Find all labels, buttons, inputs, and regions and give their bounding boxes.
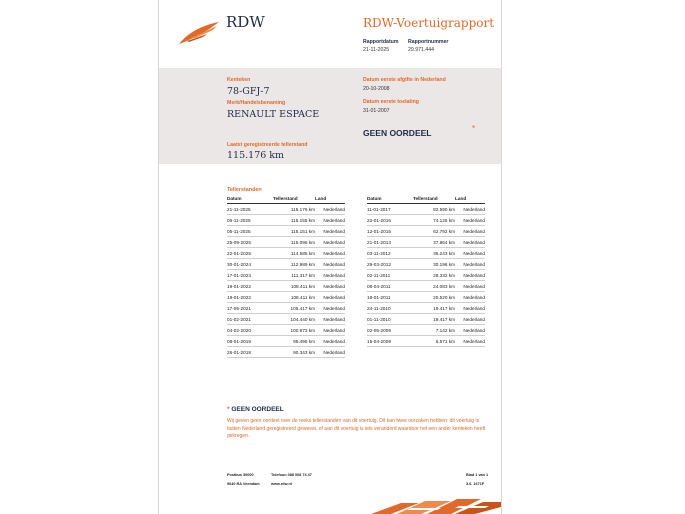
footer-decoration-icon (371, 497, 501, 514)
table-row (367, 325, 485, 336)
row-date: 06-11-2025 (227, 215, 273, 226)
vehicle-summary-band (159, 68, 501, 164)
row-country: Nederland (455, 215, 485, 226)
row-reading: 115.155 km (273, 215, 315, 226)
table-row (227, 314, 345, 325)
table-row (367, 303, 485, 314)
row-country: Nederland (455, 270, 485, 281)
table-row (227, 281, 345, 292)
column-header-date: Datum (227, 195, 273, 204)
row-date: 05-11-2025 (227, 226, 273, 237)
row-date: 11-01-2017 (367, 204, 413, 215)
last-reading: 115.176 km (227, 150, 285, 161)
row-country: Nederland (315, 292, 345, 303)
row-country: Nederland (315, 204, 345, 215)
report-number: 29.971.444 (408, 47, 434, 53)
row-reading: 37.864 km (413, 237, 455, 248)
footer-city: 9640 RA Veendam (227, 482, 260, 486)
row-date: 12-01-2015 (367, 226, 413, 237)
row-date: 26-01-2018 (227, 347, 273, 358)
row-reading: 100.973 km (273, 325, 315, 336)
row-reading: 108.411 km (273, 292, 315, 303)
table-row (227, 270, 345, 281)
first-nl-label: Datum eerste afgifte in Nederland (363, 77, 446, 83)
row-date: 19-01-2022 (227, 292, 273, 303)
odometer-section-title: Tellerstanden (227, 187, 262, 193)
row-reading: 111.317 km (273, 270, 315, 281)
note-marker: * (227, 406, 230, 413)
table-row (367, 314, 485, 325)
row-country: Nederland (315, 226, 345, 237)
table-row (367, 248, 485, 259)
row-country: Nederland (455, 303, 485, 314)
row-reading: 19.417 km (413, 314, 455, 325)
row-country: Nederland (315, 281, 345, 292)
row-country: Nederland (315, 303, 345, 314)
row-date: 08-01-2019 (227, 336, 273, 347)
table-row (227, 336, 345, 347)
verdict-marker: * (472, 124, 476, 133)
table-row (367, 336, 485, 347)
column-header-reading: Tellerstand (273, 195, 315, 204)
table-row (227, 259, 345, 270)
row-country: Nederland (455, 292, 485, 303)
row-country: Nederland (315, 248, 345, 259)
last-reading-label: Laatst geregistreerde tellerstand (227, 142, 308, 148)
row-reading: 28.332 km (413, 270, 455, 281)
note-heading: GEEN OORDEEL (231, 406, 284, 413)
rdw-logo-icon (177, 20, 221, 46)
row-reading: 6.571 km (413, 336, 455, 347)
odometer-table-left (227, 195, 345, 358)
table-row (227, 248, 345, 259)
row-date: 03-11-2012 (367, 248, 413, 259)
row-date: 17-05-2021 (227, 303, 273, 314)
row-reading: 36.243 km (413, 248, 455, 259)
row-reading: 115.176 km (273, 204, 315, 215)
row-country: Nederland (315, 215, 345, 226)
first-admission-date: 31-01-2007 (363, 108, 390, 114)
table-row (367, 259, 485, 270)
row-date: 22-01-2016 (367, 215, 413, 226)
row-reading: 90.343 km (273, 347, 315, 358)
table-row (367, 281, 485, 292)
table-row (227, 226, 345, 237)
plate-label: Kenteken (227, 77, 251, 83)
column-header-reading: Tellerstand (413, 195, 455, 204)
row-country: Nederland (455, 237, 485, 248)
table-row (227, 215, 345, 226)
row-date: 17-01-2023 (227, 270, 273, 281)
row-date: 22-01-2025 (227, 248, 273, 259)
row-date: 29-03-2012 (367, 259, 413, 270)
row-date: 21-01-2013 (367, 237, 413, 248)
report-date-label: Rapportdatum (363, 39, 399, 45)
row-reading: 115.096 km (273, 237, 315, 248)
row-country: Nederland (455, 248, 485, 259)
row-reading: 115.151 km (273, 226, 315, 237)
row-country: Nederland (315, 237, 345, 248)
row-date: 18-01-2011 (367, 292, 413, 303)
row-date: 15-04-2009 (367, 336, 413, 347)
row-date: 04-02-2020 (227, 325, 273, 336)
table-row (227, 204, 345, 215)
first-admission-label: Datum eerste toelating (363, 99, 419, 105)
row-country: Nederland (315, 336, 345, 347)
row-date: 30-01-2024 (227, 259, 273, 270)
row-country: Nederland (455, 314, 485, 325)
table-row (227, 325, 345, 336)
footer-page: Blad 1 van 1 (466, 473, 489, 477)
table-row (367, 292, 485, 303)
row-date: 01-02-2021 (227, 314, 273, 325)
footer-web: www.rdw.nl (271, 482, 292, 486)
table-row (227, 237, 345, 248)
row-reading: 20.520 km (413, 292, 455, 303)
column-header-date: Datum (367, 195, 413, 204)
table-row (367, 270, 485, 281)
row-reading: 62.792 km (413, 226, 455, 237)
row-reading: 74.125 km (413, 215, 455, 226)
row-country: Nederland (315, 270, 345, 281)
table-row (367, 204, 485, 215)
row-reading: 24.083 km (413, 281, 455, 292)
table-row (227, 347, 345, 358)
column-header-country: Land (315, 195, 345, 204)
row-reading: 105.417 km (273, 303, 315, 314)
row-reading: 30.196 km (413, 259, 455, 270)
verdict: GEEN OORDEEL (363, 128, 432, 138)
odometer-table-right (367, 195, 485, 347)
row-reading: 114.585 km (273, 248, 315, 259)
report-page (158, 0, 502, 514)
row-date: 08-04-2011 (367, 281, 413, 292)
row-country: Nederland (455, 204, 485, 215)
table-row (227, 292, 345, 303)
brand-name: RDW (226, 13, 265, 31)
first-nl-date: 20-10-2008 (363, 86, 390, 92)
row-date: 25-09-2025 (227, 237, 273, 248)
row-date: 02-05-2009 (367, 325, 413, 336)
report-number-label: Rapportnummer (408, 39, 449, 45)
table-row (367, 215, 485, 226)
row-reading: 104.440 km (273, 314, 315, 325)
row-reading: 82.590 km (413, 204, 455, 215)
plate-number: 78-GFJ-7 (227, 86, 270, 97)
row-country: Nederland (455, 226, 485, 237)
row-country: Nederland (315, 259, 345, 270)
footer-postbus: Postbus 30000 (227, 473, 254, 477)
report-date: 21-11-2025 (363, 47, 390, 53)
row-country: Nederland (315, 314, 345, 325)
row-reading: 95.495 km (273, 336, 315, 347)
row-date: 01-11-2010 (367, 314, 413, 325)
row-date: 19-01-2022 (227, 281, 273, 292)
make-value: RENAULT ESPACE (227, 109, 320, 120)
row-country: Nederland (455, 325, 485, 336)
note-title (227, 406, 284, 413)
row-country: Nederland (315, 325, 345, 336)
table-row (227, 303, 345, 314)
row-reading: 19.417 km (413, 303, 455, 314)
footer-code: 3.6. 1671F (466, 482, 485, 486)
footer-phone: Telefoon 088 008 74 47 (271, 473, 312, 477)
row-reading: 112.989 km (273, 259, 315, 270)
table-row (367, 237, 485, 248)
report-title: RDW-Voertuigrapport (363, 16, 495, 30)
row-country: Nederland (455, 281, 485, 292)
column-header-country: Land (455, 195, 485, 204)
row-reading: 108.411 km (273, 281, 315, 292)
row-country: Nederland (455, 336, 485, 347)
note-text: Wij geven geen oordeel over de reeks tellerstanden van dit voertuig. Dit kan twee oorzaken hebben: dit voertuig is buiten Nederland geregistreerd geweest, of aan dit voertuig is iets veranderd waardoor het een ander kenteken heeft gekregen. (227, 418, 486, 440)
row-date: 24-11-2010 (367, 303, 413, 314)
make-label: Merk/Handelsbenaming (227, 100, 286, 106)
row-country: Nederland (455, 259, 485, 270)
row-country: Nederland (315, 347, 345, 358)
row-reading: 7.142 km (413, 325, 455, 336)
row-date: 21-11-2025 (227, 204, 273, 215)
table-row (367, 226, 485, 237)
row-date: 02-11-2011 (367, 270, 413, 281)
